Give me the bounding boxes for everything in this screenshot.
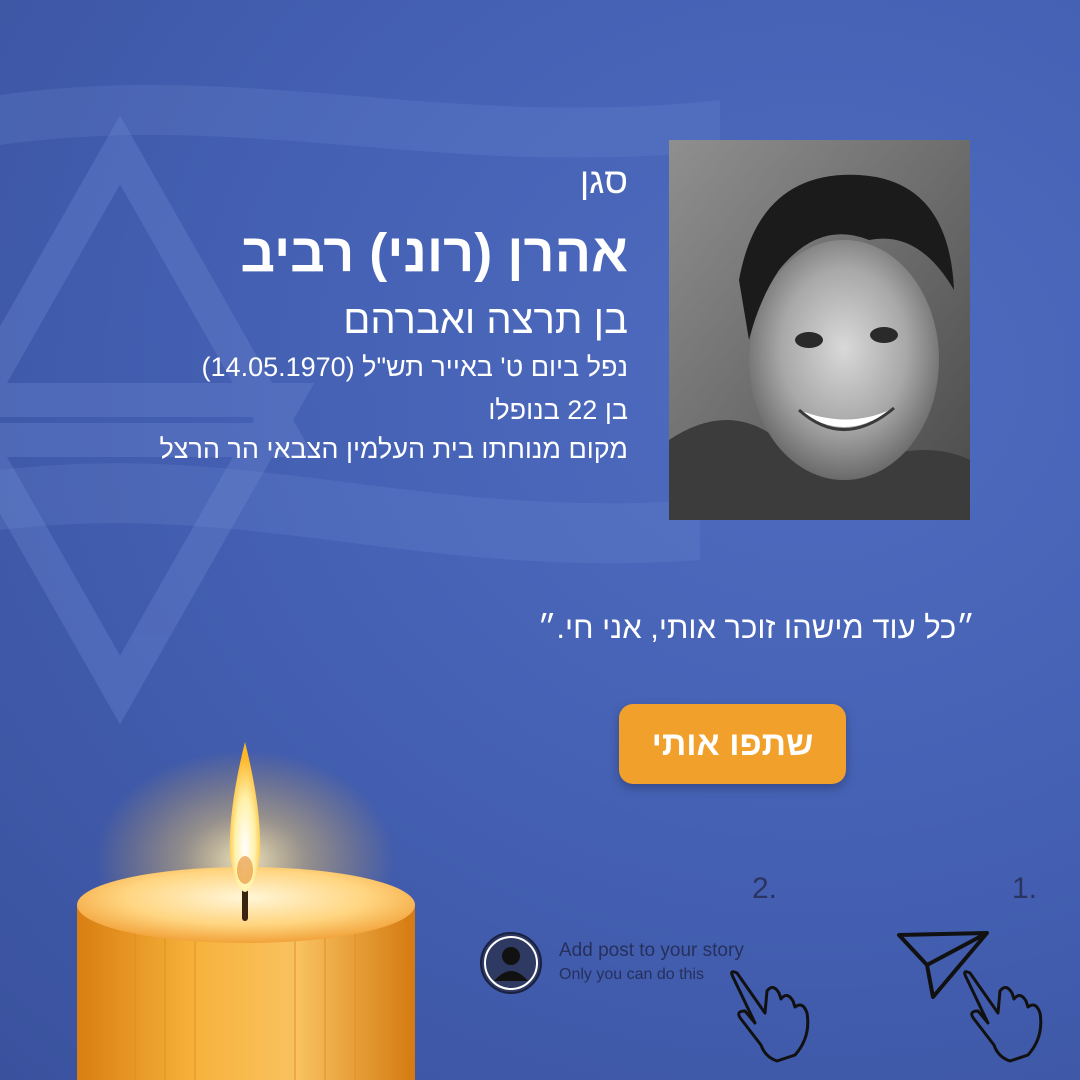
rank: סגן (579, 160, 628, 201)
add-to-story-label: Add post to your story (559, 940, 744, 961)
step-1-number: 1. (1012, 872, 1038, 905)
step-2-number: 2. (752, 872, 778, 905)
fall-date: נפל ביום ט' באייר תש"ל (14.05.1970) (201, 352, 628, 382)
profile-avatar-icon (479, 931, 543, 995)
burial-place: מקום מנוחתו בית העלמין הצבאי הר הרצל (159, 434, 628, 464)
memorial-candle-icon (60, 730, 430, 1080)
share-button[interactable]: שתפו אותי (619, 704, 846, 784)
soldier-name: אהרן (רוני) רביב (240, 223, 628, 283)
portrait-image (669, 140, 970, 520)
parents-line: בן תרצה ואברהם (343, 298, 628, 342)
tap-hand-icon-step1 (958, 965, 1048, 1065)
tap-hand-icon-step2 (725, 965, 815, 1065)
age-line: בן 22 בנופלו (488, 395, 628, 425)
memorial-quote: ״כל עוד מישהו זוכר אותי, אני חי.״ (537, 610, 975, 645)
soldier-photo (669, 140, 970, 520)
add-to-story-sublabel: Only you can do this (559, 966, 704, 983)
